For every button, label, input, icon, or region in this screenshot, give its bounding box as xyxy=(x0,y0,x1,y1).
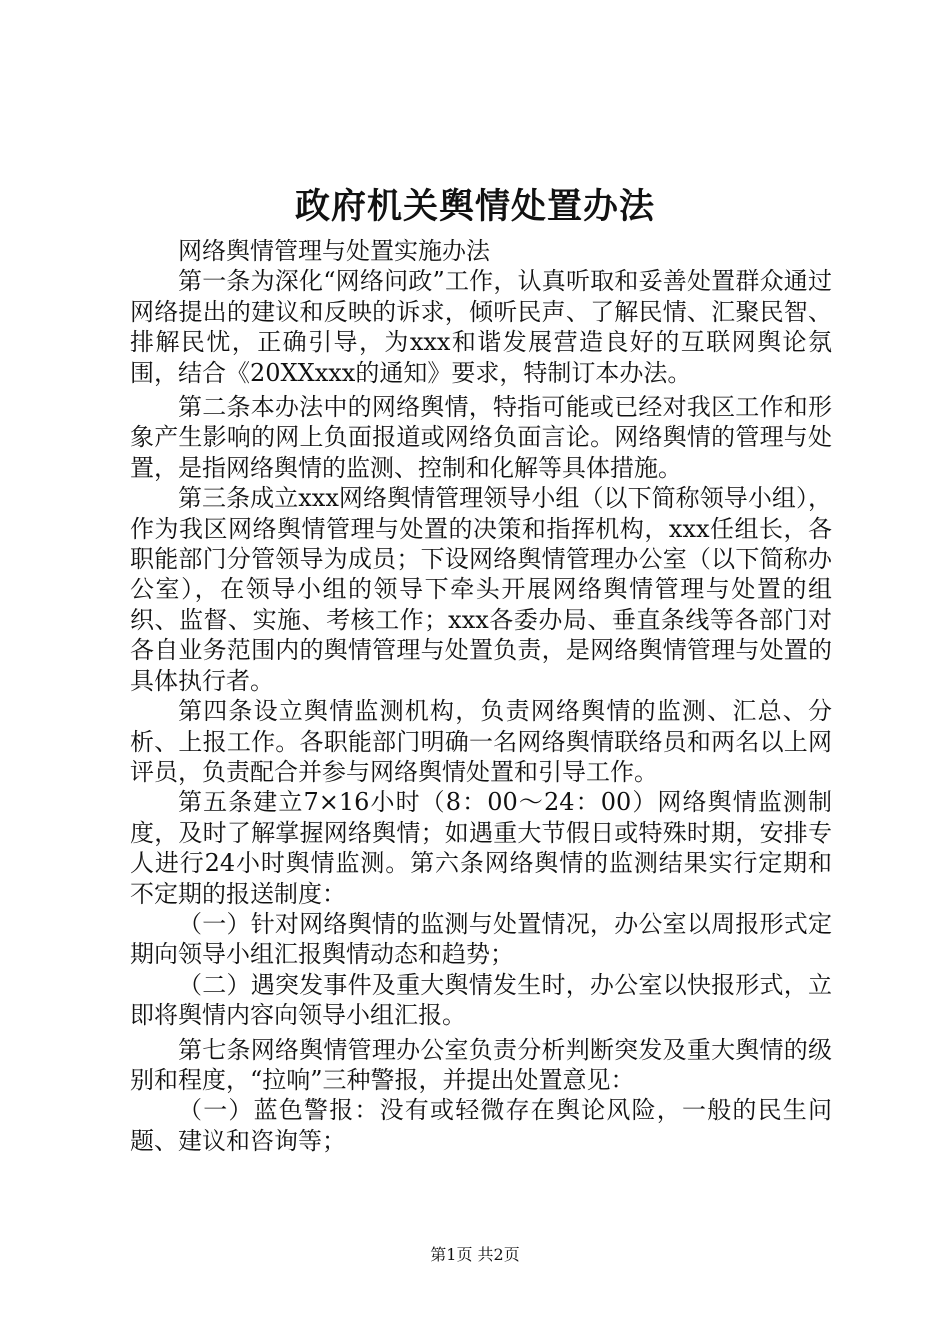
document-body xyxy=(130,236,832,1156)
document-title: 政府机关舆情处置办法 xyxy=(294,186,655,227)
article-3-paragraph: 第三条成立xxx网络舆情管理领导小组（以下简称领导小组），作为我区网络舆情管理与处置的决策和指挥机构，xxx任组长，各职能部门分管领导为成员；下设网络舆情管理办公室（以下简称办公室），在领导小组的领导下牵头开展网络舆情管理与处置的组织、监督、实施、考核工作；xxx各委办局、垂直条线等各部门对各自业务范围内的舆情管理与处置负责，是网络舆情管理与处置的具体执行者。 xyxy=(130,484,832,695)
blue-alert-paragraph: （一）蓝色警报：没有或轻微存在舆论风险，一般的民生问题、建议和咨询等； xyxy=(130,1096,832,1155)
article-7-paragraph: 第七条网络舆情管理办公室负责分析判断突发及重大舆情的级别和程度，“拉响”三种警报，并提出处置意见： xyxy=(130,1035,832,1094)
article-1-paragraph: 第一条为深化“网络问政”工作，认真听取和妥善处置群众通过网络提出的建议和反映的诉求，倾听民声、了解民情、汇聚民智、排解民忧，正确引导，为xxx和谐发展营造良好的互联网舆论氛围，结合《20XXxxx的通知》要求，特制订本办法。 xyxy=(130,267,832,387)
clause-1-paragraph: （一）针对网络舆情的监测与处置情况，办公室以周报形式定期向领导小组汇报舆情动态和趋势； xyxy=(130,909,832,969)
article-5-paragraph: 第五条建立7×16小时（8：00～24：00）网络舆情监测制度，及时了解掌握网络舆情；如遇重大节假日或特殊时期，安排专人进行24小时舆情监测。第六条网络舆情的监测结果实行定期和不定期的报送制度： xyxy=(130,788,832,908)
page-footer: 第1页 共2页 xyxy=(430,1245,520,1264)
clause-2-paragraph: （二）遇突发事件及重大舆情发生时，办公室以快报形式，立即将舆情内容向领导小组汇报。 xyxy=(130,970,832,1030)
article-4-paragraph: 第四条设立舆情监测机构，负责网络舆情的监测、汇总、分析、上报工作。各职能部门明确一名网络舆情联络员和两名以上网评员，负责配合并参与网络舆情处置和引导工作。 xyxy=(130,697,832,786)
subtitle-paragraph: 网络舆情管理与处置实施办法 xyxy=(178,237,490,265)
article-2-paragraph: 第二条本办法中的网络舆情，特指可能或已经对我区工作和形象产生影响的网上负面报道或网络负面言论。网络舆情的管理与处置，是指网络舆情的监测、控制和化解等具体措施。 xyxy=(130,393,832,482)
